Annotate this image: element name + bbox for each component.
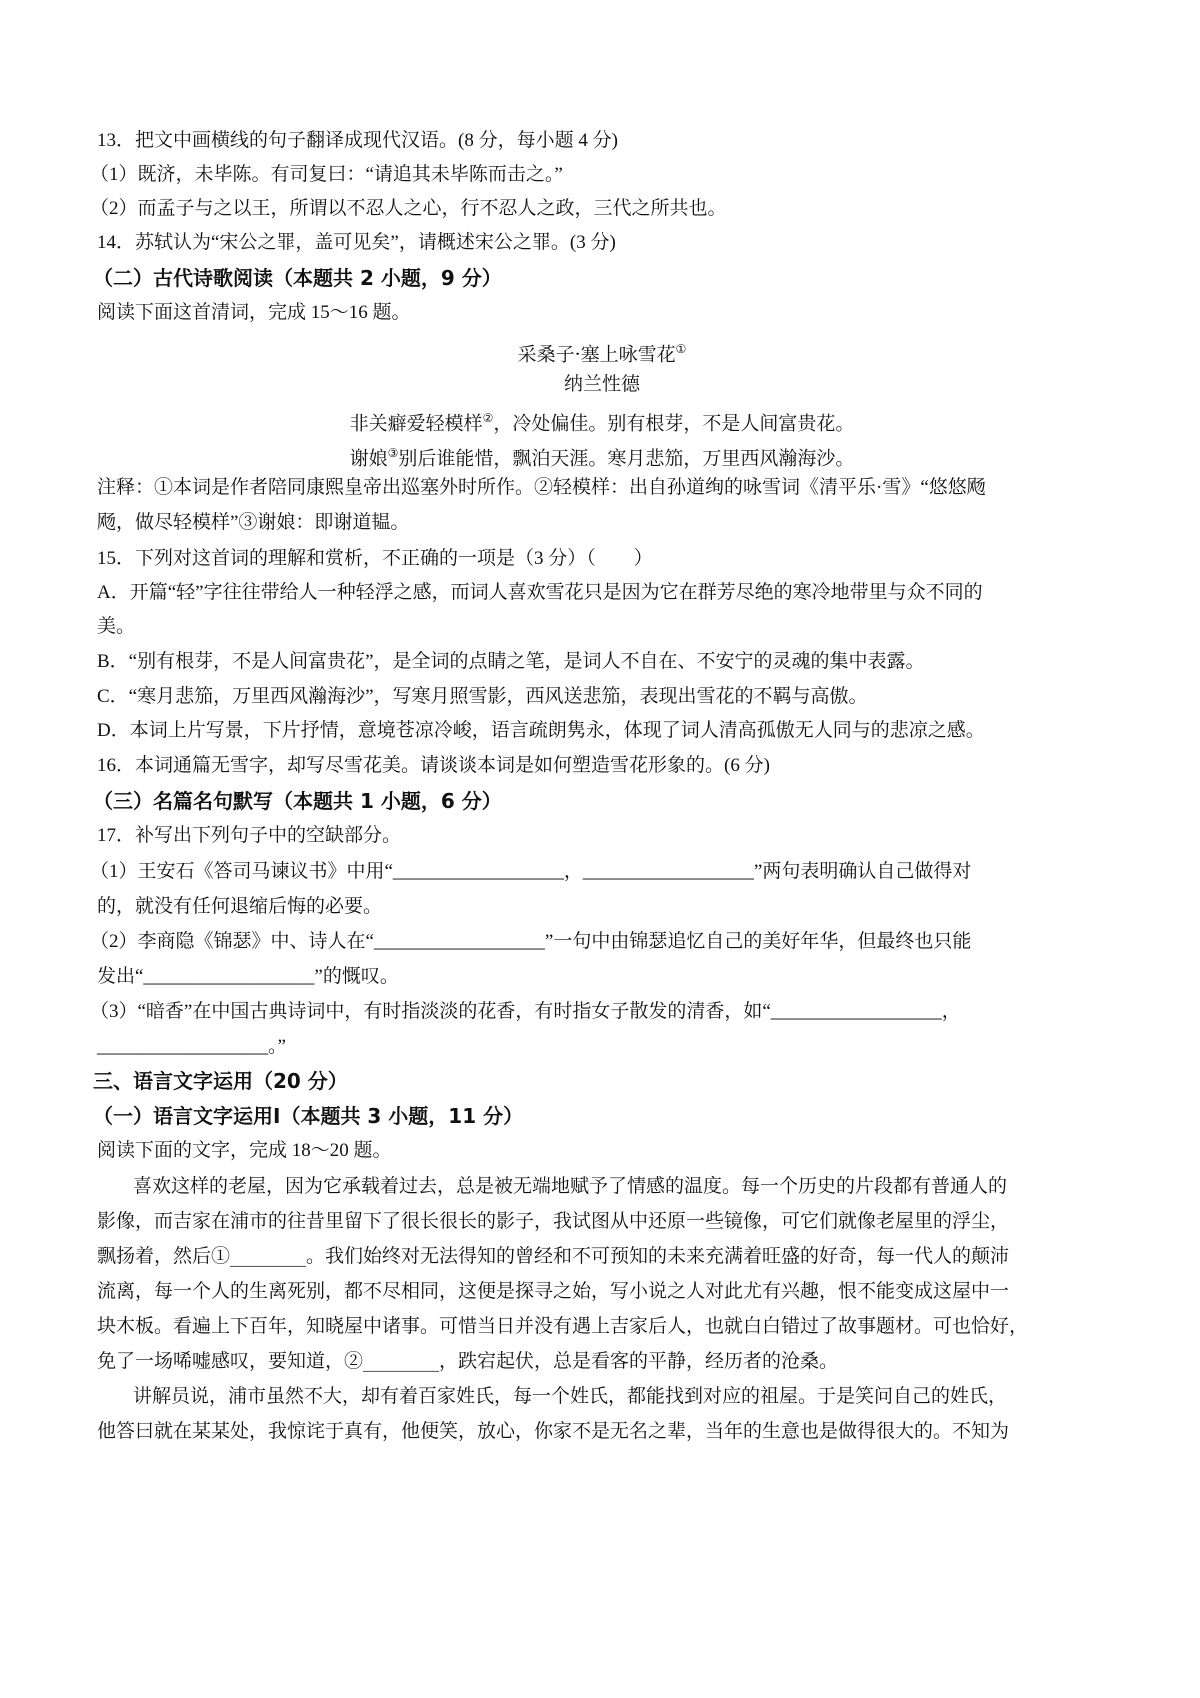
section-heading-language-use-1: （一）语言文字运用Ⅰ（本题共 3 小题，11 分） (93, 1104, 524, 1128)
poem-notes-line-1: 注释：①本词是作者陪同康熙皇帝出巡塞外时所作。②轻模样：出自孙道绚的咏雪词《清平乐·雪》“悠悠飏 (97, 477, 986, 498)
question-17-item-3-line-2: __________________。” (97, 1036, 286, 1057)
passage-p1-line-2: 影像，而吉家在浦市的往昔里留下了很长很长的影子，我试图从中还原一些镜像，可它们就像老屋里的浮尘， (97, 1210, 1010, 1232)
footnote-marker: ① (675, 342, 687, 356)
poem-line-2-part-a: 谢娘 (349, 447, 388, 470)
question-17-item-2-line-2: 发出“__________________”的慨叹。 (97, 966, 399, 987)
poetry-intro: 阅读下面这首清词，完成 15～16 题。 (97, 302, 411, 323)
section-heading-poetry: （二）古代诗歌阅读（本题共 2 小题，9 分） (93, 266, 502, 290)
footnote-marker: ③ (387, 446, 399, 460)
section-heading-dictation: （三）名篇名句默写（本题共 1 小题，6 分） (93, 789, 502, 813)
passage-p2-line-2: 他答曰就在某某处，我惊诧于真有，他便笑，放心，你家不是无名之辈，当年的生意也是做得很大的。不知为 (97, 1420, 1010, 1442)
poem-line-2-part-b: 别后谁能惜，飘泊天涯。寒月悲笳，万里西风瀚海沙。 (398, 447, 855, 470)
passage-p2-line-1: 讲解员说，浦市虽然不大，却有着百家姓氏，每一个姓氏，都能找到对应的祖屋。于是笑问自己的姓氏， (133, 1385, 1008, 1407)
question-15-option-b: B．“别有根芽，不是人间富贵花”，是全词的点睛之笔，是词人不自在、不安宁的灵魂的集中表露。 (97, 651, 925, 672)
poem-line-1 (97, 405, 1107, 436)
question-16: 16．本词通篇无雪字，却写尽雪花美。请谈谈本词是如何塑造雪花形象的。(6 分) (97, 755, 770, 776)
poem-notes-line-2: 飏，做尽轻模样”③谢娘：即谢道韫。 (97, 512, 410, 533)
passage-p1-line-3: 飘扬着，然后①________。我们始终对无法得知的曾经和不可预知的未来充满着旺盛的好奇，每一代人的颠沛 (97, 1245, 1010, 1267)
passage-p1-line-4: 流离，每一个人的生离死别，都不尽相同，这便是探寻之始，写小说之人对此尤有兴趣，恨不能变成这屋中一 (97, 1280, 1010, 1302)
question-15-option-d: D．本词上片写景，下片抒情，意境苍凉冷峻，语言疏朗隽永，体现了词人清高孤傲无人同与的悲凉之感。 (97, 720, 985, 741)
question-17-item-3-line-1: （3）“暗香”在中国古典诗词中，有时指淡淡的花香，有时指女子散发的清香，如“__________________， (90, 1001, 961, 1022)
question-13-item-2: （2）而孟子与之以王，所谓以不忍人之心，行不忍人之政，三代之所共也。 (90, 198, 727, 219)
footnote-marker: ② (482, 411, 494, 425)
question-15: 15．下列对这首词的理解和赏析，不正确的一项是（3 分）（ ） (97, 548, 653, 569)
part-heading-language-use: 三、语言文字运用（20 分） (93, 1069, 348, 1093)
poem-line-1-part-b: ，冷处偏佳。别有根芽，不是人间富贵花。 (493, 412, 855, 435)
poem-author: 纳兰性德 (563, 373, 640, 395)
question-14: 14．苏轼认为“宋公之罪，盖可见矣”，请概述宋公之罪。(3 分) (97, 232, 616, 253)
question-15-option-a-line-2: 美。 (97, 616, 136, 637)
question-17-item-2-line-1: （2）李商隐《锦瑟》中、诗人在“__________________”一句中由锦瑟追忆自己的美好年华，但最终也只能 (90, 931, 972, 952)
passage-p1-line-6: 免了一场唏嘘感叹，要知道，②________，跌宕起伏，总是看客的平静，经历者的沧桑。 (97, 1350, 839, 1372)
question-17: 17．补写出下列句子中的空缺部分。 (97, 825, 402, 846)
passage-p1-line-5: 块木板。看遍上下百年，知晓屋中诸事。可惜当日并没有遇上吉家后人，也就白白错过了故事题材。可也恰好， (97, 1315, 1029, 1337)
question-15-option-a-line-1: A．开篇“轻”字往往带给人一种轻浮之感，而词人喜欢雪花只是因为它在群芳尽绝的寒冷地带里与众不同的 (97, 582, 983, 603)
poem-line-1-part-a: 非关癖爱轻模样 (349, 412, 483, 435)
poem-title (97, 336, 1107, 367)
passage-p1-line-1: 喜欢这样的老屋，因为它承载着过去，总是被无端地赋予了情感的温度。每一个历史的片段都有普通人的 (133, 1175, 1008, 1197)
language-use-intro: 阅读下面的文字，完成 18～20 题。 (97, 1140, 392, 1161)
question-13: 13．把文中画横线的句子翻译成现代汉语。(8 分，每小题 4 分) (97, 130, 618, 151)
question-13-item-1: （1）既济，未毕陈。有司复曰：“请追其未毕陈而击之。” (90, 164, 563, 185)
poem-title-text: 采桑子·塞上咏雪花 (517, 343, 676, 366)
question-17-item-1-line-2: 的，就没有任何退缩后悔的必要。 (97, 896, 383, 917)
poem-line-2 (97, 440, 1107, 471)
question-15-option-c: C．“寒月悲笳，万里西风瀚海沙”，写寒月照雪影，西风送悲笳，表现出雪花的不羁与高傲。 (97, 686, 868, 707)
question-17-item-1-line-1: （1）王安石《答司马谏议书》中用“__________________，__________________”两句表明确认自己做得对 (90, 861, 972, 882)
